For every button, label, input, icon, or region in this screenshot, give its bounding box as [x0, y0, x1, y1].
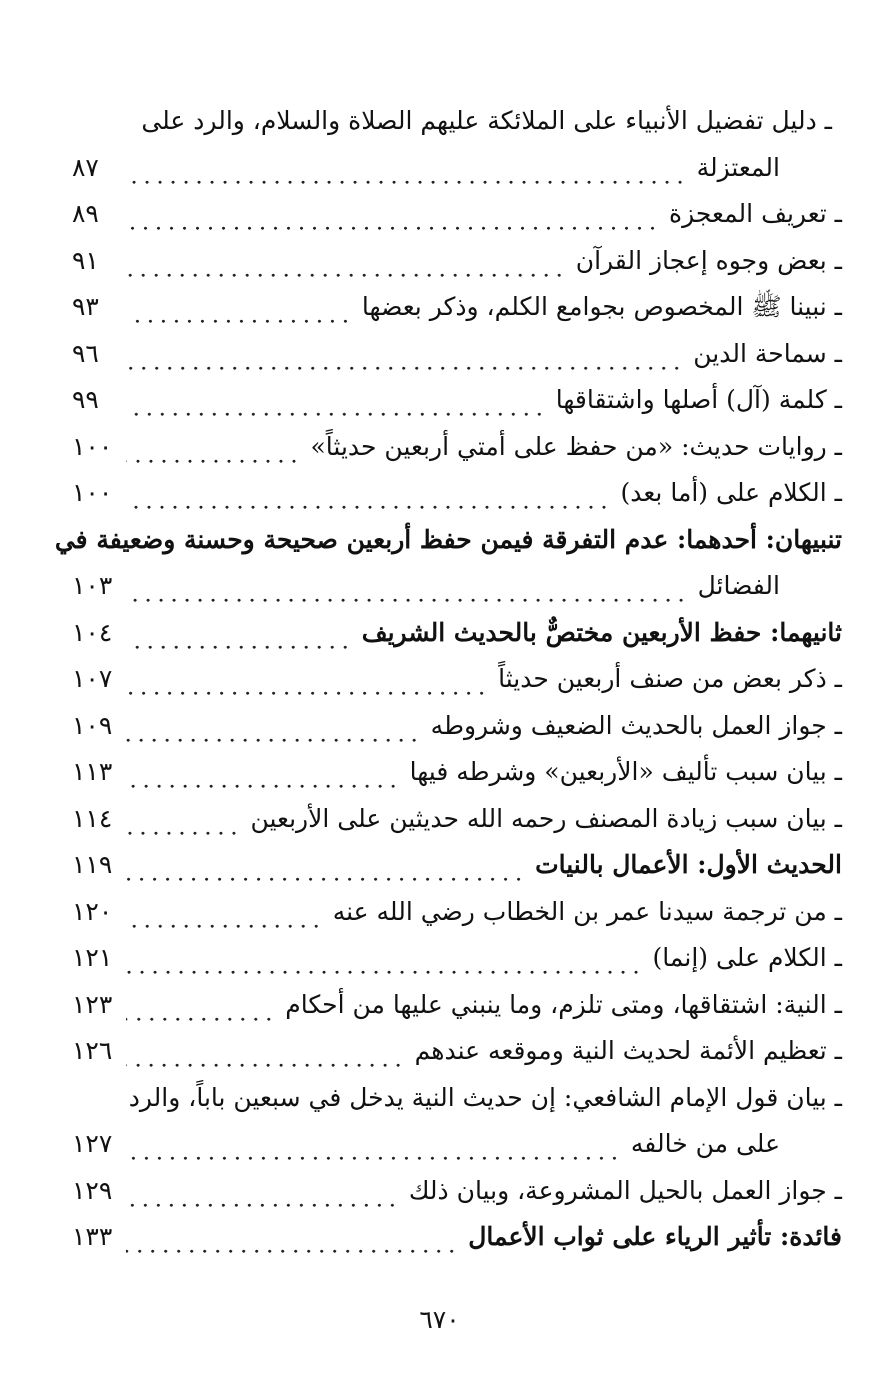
- toc-entry-page: ٩٦: [72, 338, 99, 368]
- toc-entry: [72, 191, 842, 238]
- toc-entry-title: ـ الكلام على (إنما): [652, 943, 842, 972]
- toc-entry: [72, 331, 842, 378]
- toc-entry-page: ١١٤: [72, 803, 113, 833]
- toc-entry-page: ١٢٧: [72, 1129, 113, 1158]
- dot-leader: [126, 331, 683, 378]
- toc-entry: [72, 1121, 842, 1168]
- toc-entry: [72, 377, 842, 424]
- toc-entry: [72, 1075, 842, 1122]
- page-number: ٦٧٠: [419, 1305, 460, 1334]
- toc-entry: [72, 1168, 842, 1215]
- toc-entry: [72, 610, 842, 657]
- toc-entry: [54, 517, 842, 564]
- dot-leader: [126, 470, 610, 517]
- table-of-contents: [54, 98, 842, 1261]
- dot-leader: [126, 610, 352, 657]
- toc-entry-title: ـ من ترجمة سيدنا عمر بن الخطاب رضي الله عنه: [332, 896, 842, 926]
- toc-entry: [72, 703, 842, 750]
- toc-entry-page: ١٢٠: [72, 896, 113, 926]
- toc-entry-title: ـ جواز العمل بالحيل المشروعة، وبيان ذلك: [408, 1175, 842, 1205]
- toc-entry-title: ـ تعظيم الأئمة لحديث النية وموقعه عندهم: [414, 1036, 842, 1065]
- toc-entry: [72, 749, 842, 796]
- toc-entry-title: ـ دليل تفضيل الأنبياء على الملائكة عليهم الصلاة والسلام، والرد على: [141, 106, 832, 135]
- toc-entry-page: ١٢٣: [72, 989, 113, 1019]
- dot-leader: [126, 563, 688, 610]
- dot-leader: [126, 238, 566, 285]
- toc-entry-title: ـ سماحة الدين: [693, 338, 842, 368]
- toc-entry: [72, 563, 842, 610]
- toc-entry-title: ـ جواز العمل بالحديث الضعيف وشروطه: [430, 710, 842, 740]
- toc-entry-title: ـ بيان سبب تأليف «الأربعين» وشرطه فيها: [409, 757, 842, 786]
- toc-entry-title: الفضائل: [697, 571, 780, 600]
- toc-entry-title: فائدة: تأثير الرياء على ثواب الأعمال: [468, 1222, 842, 1251]
- toc-entry-title: على من خالفه: [630, 1129, 780, 1158]
- toc-entry-page: ٨٧: [72, 152, 99, 182]
- toc-entry-title: ـ النية: اشتقاقها، ومتى تلزم، وما ينبني عليها من أحكام: [285, 989, 842, 1019]
- dot-leader: [126, 656, 488, 703]
- dot-leader: [126, 145, 687, 192]
- dot-leader: [126, 703, 421, 750]
- toc-entry-title: ـ روايات حديث: «من حفظ على أمتي أربعين حديثاً»: [310, 431, 842, 461]
- toc-entry: [72, 238, 842, 285]
- toc-entry-title: ـ ذكر بعض من صنف أربعين حديثاً: [498, 664, 842, 693]
- toc-entry-page: ٩٩: [72, 385, 99, 414]
- toc-entry-title: ـ تعريف المعجزة: [669, 199, 842, 228]
- dot-leader: [126, 982, 275, 1029]
- dot-leader: [126, 1214, 458, 1261]
- toc-entry: [72, 889, 842, 936]
- toc-entry: [72, 842, 842, 889]
- toc-entry-page: ١٠٤: [72, 617, 113, 647]
- dot-leader: [126, 377, 546, 424]
- toc-entry-title: ـ بيان قول الإمام الشافعي: إن حديث النية يدخل في سبعين باباً، والرد: [128, 1082, 842, 1112]
- toc-entry-title: ثانيهما: حفظ الأربعين مختصٌّ بالحديث الشريف: [361, 617, 842, 647]
- dot-leader: [126, 842, 525, 889]
- toc-entry-title: ـ كلمة (آل) أصلها واشتقاقها: [555, 385, 842, 414]
- toc-entry-page: ١٠٧: [72, 664, 113, 693]
- toc-entry-title: ـ الكلام على (أما بعد): [620, 478, 842, 507]
- dot-leader: [126, 1168, 399, 1215]
- dot-leader: [126, 1121, 621, 1168]
- dot-leader: [126, 284, 352, 331]
- toc-entry-page: ١٢٩: [72, 1175, 113, 1205]
- toc-entry-page: ١٢١: [72, 943, 113, 972]
- dot-leader: [126, 935, 643, 982]
- toc-entry-title: ـ بعض وجوه إعجاز القرآن: [575, 245, 842, 275]
- toc-entry: [72, 424, 842, 471]
- toc-entry: [72, 982, 842, 1029]
- toc-entry: [72, 1214, 842, 1261]
- toc-entry-page: ١٢٦: [72, 1036, 113, 1065]
- toc-entry-page: ١٣٣: [72, 1222, 113, 1251]
- toc-entry: [72, 656, 842, 703]
- toc-entry: [72, 935, 842, 982]
- toc-entry: [72, 98, 842, 145]
- dot-leader: [126, 749, 400, 796]
- toc-entry-page: ٩١: [72, 245, 99, 275]
- toc-entry-page: ١٠٠: [72, 478, 113, 507]
- dot-leader: [126, 889, 323, 936]
- toc-entry-title: ـ بيان سبب زيادة المصنف رحمه الله حديثين على الأربعين: [250, 803, 842, 833]
- toc-entry-title: تنبيهان: أحدهما: عدم التفرقة فيمن حفظ أربعين صحيحة وحسنة وضعيفة في: [54, 524, 842, 554]
- toc-entry-page: ١١٣: [72, 757, 113, 786]
- toc-entry-page: ١٠٩: [72, 710, 113, 740]
- dot-leader: [126, 424, 300, 471]
- toc-entry-page: ١٠٣: [72, 571, 113, 600]
- toc-entry-page: ١٠٠: [72, 431, 113, 461]
- toc-entry: [72, 284, 842, 331]
- toc-entry-page: ٩٣: [72, 292, 99, 321]
- toc-entry-page: ١١٩: [72, 850, 113, 879]
- toc-entry: [72, 145, 842, 192]
- dot-leader: [126, 191, 659, 238]
- toc-entry-title: ـ نبينا ﷺ المخصوص بجوامع الكلم، وذكر بعضها: [361, 292, 842, 321]
- toc-entry: [72, 470, 842, 517]
- dot-leader: [126, 1028, 405, 1075]
- toc-entry-title: الحديث الأول: الأعمال بالنيات: [535, 850, 842, 879]
- toc-entry-title: المعتزلة: [696, 152, 780, 182]
- dot-leader: [126, 796, 240, 843]
- toc-entry: [72, 796, 842, 843]
- toc-entry-page: ٨٩: [72, 199, 99, 228]
- toc-entry: [72, 1028, 842, 1075]
